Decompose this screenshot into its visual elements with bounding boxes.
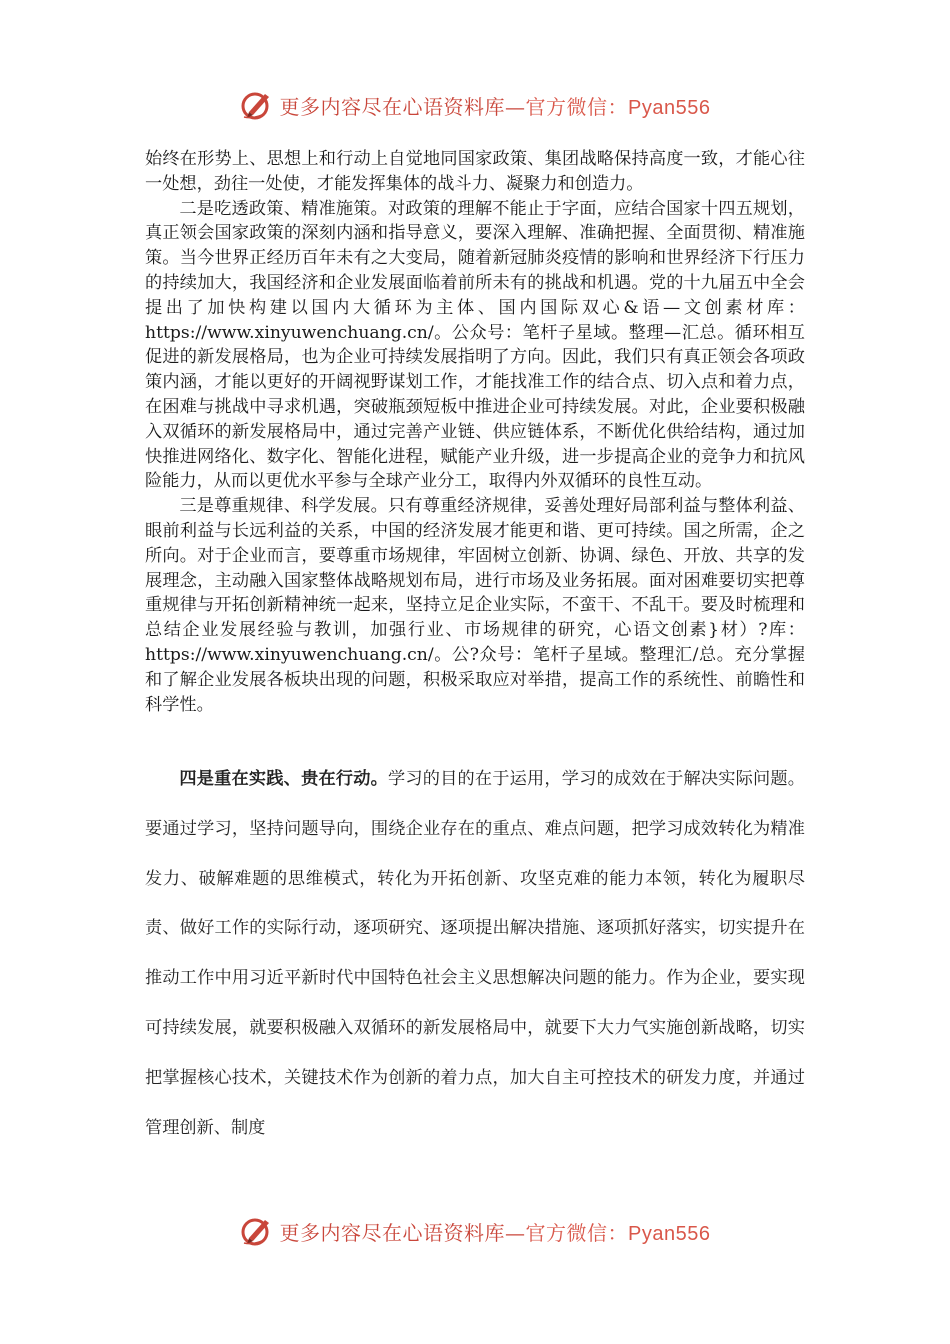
document-body	[145, 147, 805, 717]
paragraph-4-block	[145, 755, 805, 1153]
paragraph-3: 三是尊重规律、科学发展。只有尊重经济规律，妥善处理好局部利益与整体利益、眼前利益与长远利益的关系，中国的经济发展才能更和谐、更可持续。国之所需，企之所向。对于企业而言，要尊重市场规律，牢固树立创新、协调、绿色、开放、共享的发展理念，主动融入国家整体战略规划布局，进行市场及业务拓展。面对困难要切实把尊重规律与开拓创新精神统一起来，坚持立足企业实际，不蛮干、不乱干。要及时梳理和总结企业发展经验与教训，加强行业、市场规律的研究，心语文创素}材）?库：https://www.xinyuwenchuang.cn/。公?众号：笔杆子星域。整理汇/总。充分掌握和了解企业发展各板块出现的问题，积极采取应对举措，提高工作的系统性、前瞻性和科学性。	[145, 496, 805, 715]
header-banner	[0, 85, 950, 125]
paragraph-1: 始终在形势上、思想上和行动上自觉地同国家政策、集团战略保持高度一致，才能心往一处想，劲往一处使，才能发挥集体的战斗力、凝聚力和创造力。	[145, 149, 805, 194]
banner-separator: —	[505, 94, 526, 119]
banner-text	[280, 1217, 711, 1246]
paragraph-4-lead: 四是重在实践、贵在行动。	[179, 769, 388, 789]
pen-logo-icon	[240, 88, 274, 122]
banner-slogan: 更多内容尽在心语资料库	[279, 1220, 506, 1245]
banner-contact: 官方微信：Pyan556	[525, 96, 711, 119]
footer-banner	[0, 1211, 950, 1251]
pen-logo-icon	[240, 1214, 274, 1248]
paragraph-4	[145, 755, 805, 1153]
banner-contact: 官方微信：Pyan556	[525, 1222, 711, 1245]
banner-slogan: 更多内容尽在心语资料库	[279, 94, 506, 119]
paragraph-4-text: 学习的目的在于运用，学习的成效在于解决实际问题。要通过学习，坚持问题导向，围绕企业存在的重点、难点问题，把学习成效转化为精准发力、破解难题的思维模式，转化为开拓创新、攻坚克难的能力本领，转化为履职尽责、做好工作的实际行动，逐项研究、逐项提出解决措施、逐项抓好落实，切实提升在推动工作中用习近平新时代中国特色社会主义思想解决问题的能力。作为企业，要实现可持续发展，就要积极融入双循环的新发展格局中，就要下大力气实施创新战略，切实把掌握核心技术，关键技术作为创新的着力点，加大自主可控技术的研发力度，并通过管理创新、制度	[145, 769, 805, 1138]
banner-separator: —	[505, 1220, 526, 1245]
banner-text	[280, 91, 711, 120]
paragraph-2: 二是吃透政策、精准施策。对政策的理解不能止于字面，应结合国家十四五规划，真正领会国家政策的深刻内涵和指导意义，要深入理解、准确把握、全面贯彻、精准施策。当今世界正经历百年未有之大变局，随着新冠肺炎疫情的影响和世界经济下行压力的持续加大，我国经济和企业发展面临着前所未有的挑战和机遇。党的十九届五中全会提出了加快构建以国内大循环为主体、国内国际双心&语—文创素材库：https://www.xinyuwenchuang.cn/。公众号：笔杆子星域。整理—汇总。循环相互促进的新发展格局，也为企业可持续发展指明了方向。因此，我们只有真正领会各项政策内涵，才能以更好的开阔视野谋划工作，才能找准工作的结合点、切入点和着力点，在困难与挑战中寻求机遇，突破瓶颈短板中推进企业可持续发展。对此，企业要积极融入双循环的新发展格局中，通过完善产业链、供应链体系，不断优化供给结构，通过加快推进网络化、数字化、智能化进程，赋能产业升级，进一步提高企业的竞争力和抗风险能力，从而以更优水平参与全球产业分工，取得内外双循环的良性互动。	[145, 198, 805, 492]
